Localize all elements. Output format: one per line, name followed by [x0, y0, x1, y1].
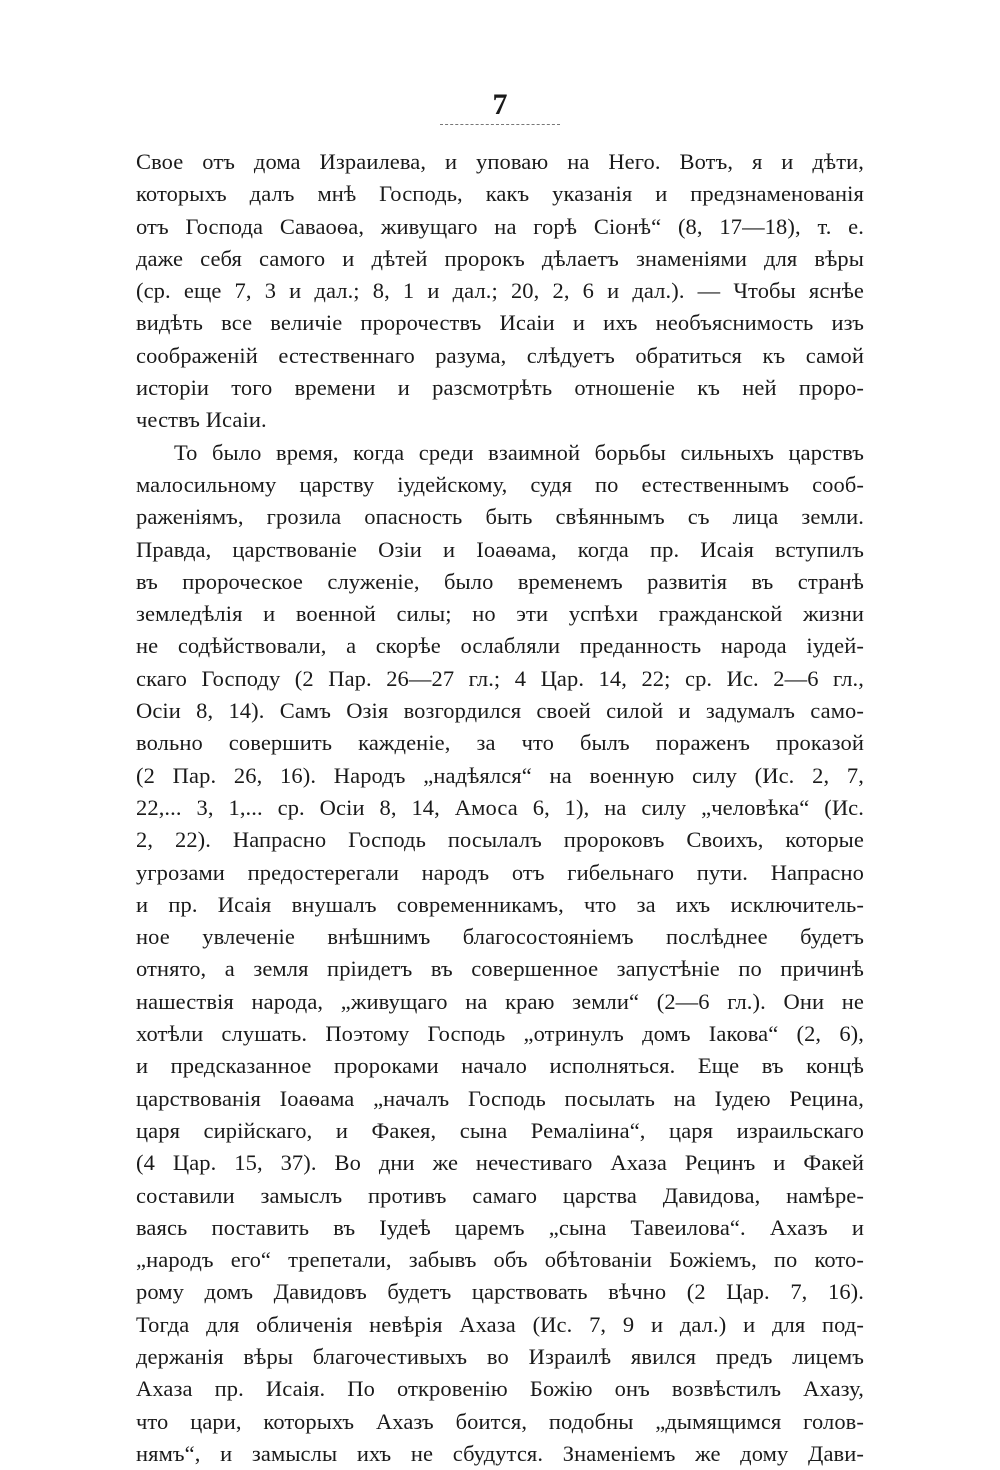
text-line: держанія вѣры благочестивыхъ во Израилѣ явился предъ лицемъ [136, 1343, 864, 1369]
text-line: чествъ Исаіи. [136, 407, 267, 433]
text-line: (4 Цар. 15, 37). Во дни же нечестиваго Ахаза Рецинъ и Факей [136, 1150, 864, 1176]
text-line: царствованія Іоаѳама „началъ Господь посылать на Іудею Рецина, [136, 1085, 864, 1111]
text-line: Осіи 8, 14). Самъ Озія возгордился своей силой и задумалъ само- [136, 698, 864, 724]
text-line: земледѣлія и военной силы; но эти успѣхи гражданской жизни [136, 601, 864, 627]
text-line: что цари, которыхъ Ахазъ боится, подобны „дымящимся голов- [136, 1408, 864, 1434]
text-line: царя сирійскаго, и Факея, сына Ремаліина“, царя израильскаго [136, 1117, 864, 1143]
text-line: и пр. Исаія внушалъ современникамъ, что за ихъ исключитель- [136, 891, 864, 917]
text-line: даже себя самого и дѣтей пророкъ дѣлаетъ знаменіями для вѣры [136, 245, 864, 271]
page-number-rule [440, 124, 560, 125]
text-line: нямъ“, и замыслы ихъ не сбудутся. Знаменіемъ же дому Дави- [136, 1440, 864, 1466]
text-line: рому домъ Давидовъ будетъ царствовать вѣчно (2 Цар. 7, 16). [136, 1279, 864, 1305]
text-line: которыхъ далъ мнѣ Господь, какъ указанія и предзнаменованія [136, 181, 864, 207]
text-line: То было время, когда среди взаимной борьбы сильныхъ царствъ [174, 439, 864, 465]
text-line: вольно совершить кажденіе, за что былъ пораженъ проказой [136, 730, 864, 756]
text-line: Правда, царствованіе Озіи и Іоаѳама, когда пр. Исаія вступилъ [136, 536, 864, 562]
text-line: раженіямъ, грозила опасность быть свѣяннымъ съ лица земли. [136, 504, 864, 530]
text-line: нашествія народа, „живущаго на краю земли“ (2—6 гл.). Они не [136, 988, 864, 1014]
paragraph-2 [136, 437, 864, 1470]
text-line: ваясь поставить въ Іудеѣ царемъ „сына Тавеилова“. Ахазъ и [136, 1214, 864, 1240]
text-line: хотѣли слушать. Поэтому Господь „отринулъ домъ Іакова“ (2, 6), [136, 1021, 864, 1047]
text-line: (ср. еще 7, 3 и дал.; 8, 1 и дал.; 20, 2, 6 и дал.). — Чтобы яснѣе [136, 278, 864, 304]
text-line: (2 Пар. 26, 16). Народъ „надѣялся“ на военную силу (Ис. 2, 7, [136, 762, 864, 788]
text-line: и предсказанное пророками начало исполняться. Еще въ концѣ [136, 1053, 864, 1079]
text-line: не содѣйствовали, а скорѣе ослабляли преданность народа іудей- [136, 633, 864, 659]
text-line: 22,... 3, 1,... ср. Осіи 8, 14, Амоса 6, 1), на силу „человѣка“ (Ис. [136, 794, 864, 820]
text-line: Тогда для обличенія невѣрія Ахаза (Ис. 7, 9 и дал.) и для под- [136, 1311, 864, 1337]
text-line: исторіи того времени и разсмотрѣть отношеніе къ ней проро- [136, 375, 864, 401]
paragraph-1 [136, 146, 864, 437]
body-text [136, 146, 864, 1470]
text-line: Ахаза пр. Исаія. По откровенію Божію онъ возвѣстилъ Ахазу, [136, 1376, 864, 1402]
text-line: 2, 22). Напрасно Господь посылалъ пророковъ Своихъ, которые [136, 827, 864, 853]
text-line: отъ Господа Саваоѳа, живущаго на горѣ Сіонѣ“ (8, 17—18), т. е. [136, 213, 864, 239]
text-line: отнято, а земля пріидетъ въ совершенное запустѣніе по причинѣ [136, 956, 864, 982]
text-line: составили замыслъ противъ самаго царства Давидова, намѣре- [136, 1182, 864, 1208]
page-number: 7 [492, 88, 508, 121]
text-line: малосильному царству іудейскому, судя по естественнымъ сооб- [136, 471, 864, 497]
text-line: скаго Господу (2 Пар. 26—27 гл.; 4 Цар. 14, 22; ср. Ис. 2—6 гл., [136, 665, 864, 691]
text-line: „народъ его“ трепетали, забывъ объ обѣтованіи Божіемъ, по кото- [136, 1247, 864, 1273]
text-line: угрозами предостерегали народъ отъ гибельнаго пути. Напрасно [136, 859, 864, 885]
text-line: соображеній естественнаго разума, слѣдуетъ обратиться къ самой [136, 342, 864, 368]
text-line: въ пророческое служеніе, было временемъ развитія въ странѣ [136, 568, 864, 594]
text-line: видѣть все величіе пророчествъ Исаіи и ихъ необъяснимость изъ [136, 310, 864, 336]
text-line: Свое отъ дома Израилева, и уповаю на Него. Вотъ, я и дѣти, [136, 149, 864, 174]
text-line: ное увлеченіе внѣшнимъ благосостояніемъ послѣднее будетъ [136, 924, 864, 950]
